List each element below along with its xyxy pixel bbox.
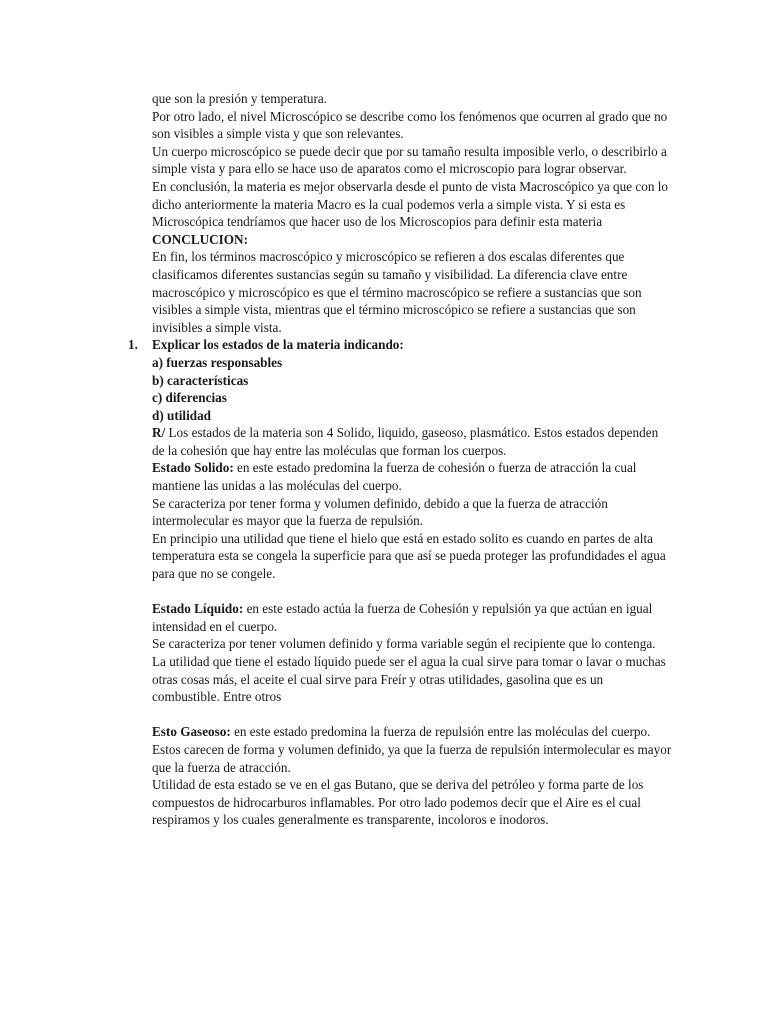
intro-paragraph-2: Por otro lado, el nivel Microscópico se describe como los fenómenos que ocurren al grado que no son visibles a simple vista y que son relevantes. — [152, 108, 668, 142]
conclusion-heading: CONCLUCION: — [152, 231, 248, 247]
answer-text: Los estados de la materia son 4 Solido, liquido, gaseoso, plasmático. Estos estados dependen de la cohesión que hay entre las moléculas que forman los cuerpos. — [152, 425, 659, 458]
question-subitem-c: c) diferencias — [152, 390, 227, 406]
liquido-paragraph-2: Se caracteriza por tener volumen definido y forma variable según el recipiente que lo contenga. — [152, 636, 656, 652]
liquido-paragraph-1 — [152, 600, 672, 635]
answer-paragraph — [152, 424, 672, 459]
question-subitem-b: b) características — [152, 372, 249, 388]
question-title: Explicar los estados de la materia indicando: — [152, 337, 404, 353]
intro-paragraph-1: que son la presión y temperatura. — [152, 91, 328, 106]
answer-prefix: R/ — [152, 425, 166, 441]
question-item — [128, 336, 672, 424]
gaseoso-label: Esto Gaseoso: — [152, 724, 231, 740]
liquido-label: Estado Líquido: — [152, 601, 244, 617]
document-page — [128, 90, 672, 829]
gaseoso-paragraph-1 — [152, 723, 672, 776]
conclusion-text: En fin, los términos macroscópico y microscópico se refieren a dos escalas diferentes que clasificamos diferentes sustancias según su tamaño y visibilidad. La diferencia clave entre macroscópico y microscópico es que el término macroscópico se refiere a sustancias que son visibles a simple vista, mientras que el término microscópico se refiere a sustancias que son invisibles a simple vista. — [152, 249, 642, 335]
gaseoso-paragraph-2: Utilidad de esta estado se ve en el gas Butano, que se deriva del petróleo y forma parte de los compuestos de hidrocarburos inflamables. Por otro lado podemos decir que el Aire es el cual respiramos y los cuales generalmente es transparente, incoloros e inodoros. — [152, 777, 644, 828]
question-number: 1. — [128, 337, 138, 353]
intro-paragraph-3: Un cuerpo microscópico se puede decir que por su tamaño resulta imposible verlo, o describirlo a simple vista y para ello se hace uso de aparatos como el microscopio para lograr observar. — [152, 143, 667, 177]
intro-paragraph-4: En conclusión, la materia es mejor observarla desde el punto de vista Macroscópico ya que con lo dicho anteriormente la materia Macro es la cual podemos verla a simple vista. Y si esta es Microscópica tendríamos que hacer uso de los Microscopios para definir esta materia — [152, 178, 668, 230]
solido-paragraph-1 — [152, 459, 672, 494]
spacer — [152, 583, 672, 601]
spacer — [152, 706, 672, 724]
solido-paragraph-2: Se caracteriza por tener forma y volumen definido, debido a que la fuerza de atracción intermolecular es mayor que la fuerza de repulsión. — [152, 495, 608, 529]
solido-text-1: en este estado predomina la fuerza de cohesión o fuerza de atracción la cual mantiene las unidas a las moléculas del cuerpo. — [152, 460, 637, 494]
question-subitem-a: a) fuerzas responsables — [152, 354, 283, 370]
liquido-text-1: en este estado actúa la fuerza de Cohesión y repulsión ya que actúan en igual intensidad en el cuerpo. — [152, 601, 653, 634]
liquido-paragraph-3: La utilidad que tiene el estado líquido puede ser el agua la cual sirve para tomar o lavar o muchas otras cosas más, el aceite el cual sirve para Freír y otras utilidades, gasolina que es un combustible. Entre otros — [152, 654, 666, 705]
solido-paragraph-3: En principio una utilidad que tiene el hielo que está en estado solito es cuando en partes de alta temperatura esta se congela la superficie para que así se pueda proteger las profundidades el agua para que no se congele. — [152, 530, 666, 582]
gaseoso-text-1: en este estado predomina la fuerza de repulsión entre las moléculas del cuerpo. Estos carecen de forma y volumen definido, ya que la fuerza de repulsión intermolecular es mayor que la fuerza de atracción. — [152, 724, 672, 775]
question-subitem-d: d) utilidad — [152, 407, 212, 423]
solido-label: Estado Solido: — [152, 460, 234, 476]
